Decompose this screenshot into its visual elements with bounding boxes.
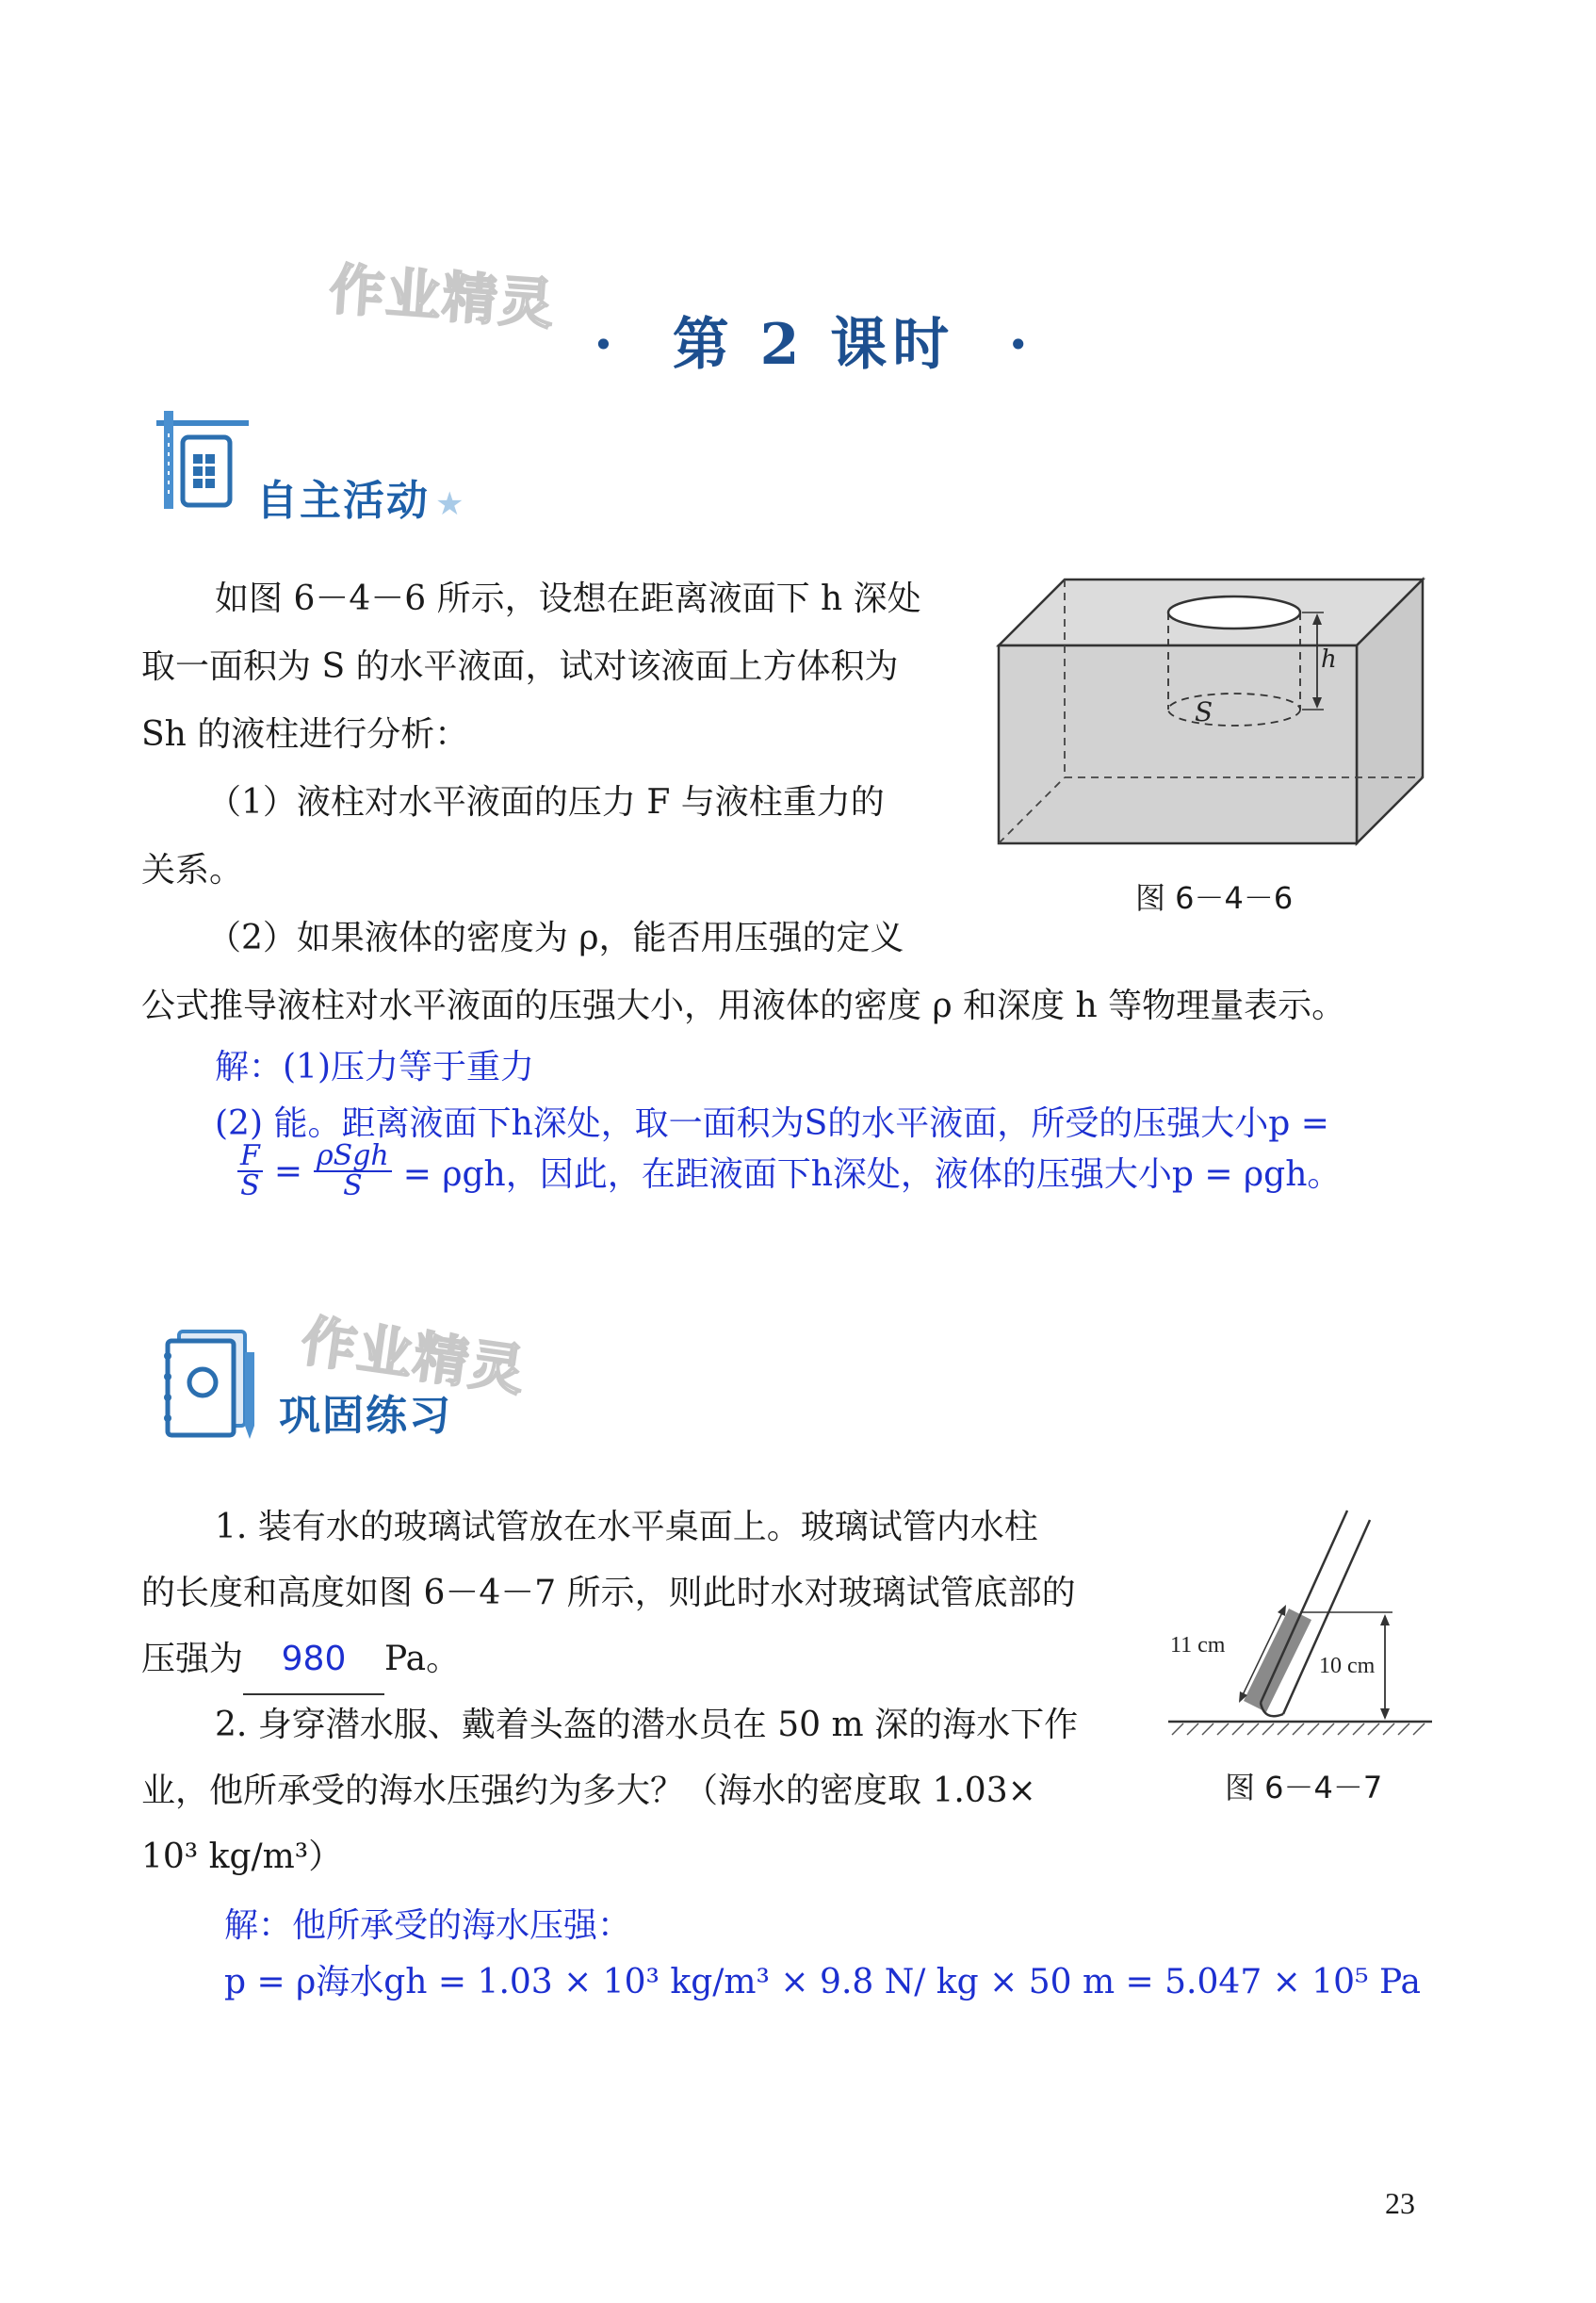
notebook-icon (160, 1324, 264, 1446)
fraction-rhosgh-num: ρSgh (314, 1142, 392, 1172)
exercise1-unit: Pa。 (384, 1640, 461, 1678)
watermark-top: 作业精灵 (327, 256, 558, 337)
exercise1-answer: 980 (281, 1640, 347, 1678)
title-dot-left: · (594, 312, 619, 378)
page-number: 23 (1385, 2186, 1415, 2220)
fraction-rhosgh-den: S (343, 1169, 363, 1202)
star-icon: ★ (435, 485, 466, 523)
answer1-part2-line2 (234, 1139, 1342, 1202)
exercise1-line2: 的长度和高度如图 6－4－7 所示，则此时水对玻璃试管底部的 (141, 1574, 1076, 1612)
fraction-f-over-s (237, 1139, 263, 1202)
figure-label-h: h (1321, 645, 1337, 674)
answer2-line2: p = ρ海水gh = 1.03 × 10³ kg/m³ × 9.8 N/ kg × 50 m = 5.047 × 10⁵ Pa (224, 1963, 1422, 2001)
section-title-activity-text: 自主活动 (256, 477, 430, 525)
activity-question-2b: 公式推导液柱对水平液面的压强大小，用液体的密度 ρ 和深度 h 等物理量表示。 (141, 987, 1346, 1025)
fraction-rhosgh-over-s (314, 1139, 392, 1202)
figure-label-s: S (1195, 696, 1213, 727)
figure-label-length: 11 cm (1170, 1633, 1226, 1658)
activity-question-1b: 关系。 (141, 851, 244, 890)
figure1-caption: 图 6－4－6 (1135, 880, 1294, 916)
activity-line-3: Sh 的液柱进行分析： (141, 715, 469, 754)
exercise2-line3: 10³ kg/m³） (141, 1838, 343, 1876)
activity-icon (151, 405, 254, 514)
exercise1-prefix: 压强为 (141, 1640, 244, 1678)
lesson-title (594, 300, 1034, 381)
activity-line-2: 取一面积为 S 的水平液面，试对该液面上方体积为 (141, 647, 899, 686)
figure-liquid-column (989, 570, 1432, 853)
figure2-caption: 图 6－4－7 (1225, 1770, 1383, 1805)
activity-question-1a: （1）液柱对水平液面的压力 F 与液柱重力的 (207, 783, 885, 822)
section-title-practice: 巩固练习 (279, 1392, 452, 1440)
section-title-activity (256, 466, 465, 527)
answer1-part1: 解：(1)压力等于重力 (215, 1048, 534, 1086)
title-dot-right: · (1008, 312, 1034, 378)
exercise1-line3 (141, 1625, 460, 1695)
exercise2-line1: 2. 身穿潜水服、戴着头盔的潜水员在 50 m 深的海水下作 (215, 1706, 1079, 1744)
activity-question-2a: （2）如果液体的密度为 ρ，能否用压强的定义 (207, 919, 904, 957)
exercise1-answer-blank (243, 1625, 384, 1695)
fraction-f-num: F (237, 1142, 263, 1172)
lesson-title-text: 第 2 课时 (672, 312, 955, 378)
exercise1-line1: 1. 装有水的玻璃试管放在水平桌面上。玻璃试管内水柱 (215, 1508, 1038, 1546)
answer2-line1: 解：他所承受的海水压强： (224, 1906, 632, 1945)
figure-test-tube (1159, 1503, 1441, 1748)
fraction-f-den: S (240, 1169, 260, 1202)
activity-line-1: 如图 6－4－6 所示，设想在距离液面下 h 深处 (215, 580, 921, 618)
answer1-part2-line1: (2) 能。距离液面下h深处，取一面积为S的水平液面，所受的压强大小p = (215, 1104, 1329, 1143)
watermark-middle: 作业精灵 (297, 1308, 530, 1404)
answer1-conclusion: = ρgh，因此，在距液面下h深处，液体的压强大小p = ρgh。 (402, 1154, 1342, 1194)
figure-label-height: 10 cm (1319, 1654, 1376, 1678)
exercise2-line2: 业，他所承受的海水压强约为多大？（海水的密度取 1.03× (141, 1772, 1036, 1810)
equals-sign: = (273, 1152, 302, 1191)
